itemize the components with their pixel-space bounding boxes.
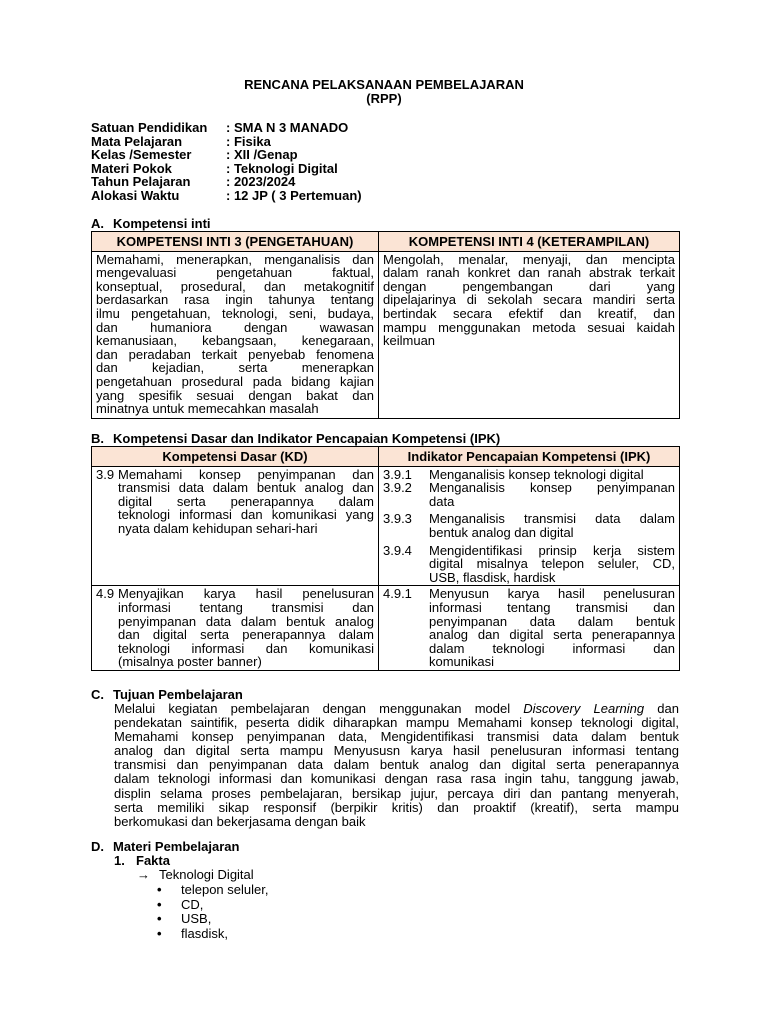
fakta-title: Fakta xyxy=(136,853,170,868)
section-title: Kompetensi inti xyxy=(113,216,211,231)
fakta-number: 1. xyxy=(114,853,125,868)
tujuan-line: transmisi dan penyimpanan data dalam bentuk analog dan digital serta penerapannya xyxy=(114,757,679,773)
tujuan-line: displin selama proses pembelajaran, bersikap jujur, percaya diri dan pantang menyerah, xyxy=(114,785,679,801)
ipk-text xyxy=(429,481,675,508)
identity-value: : SMA N 3 MANADO xyxy=(226,120,349,135)
ipk-text xyxy=(429,512,675,539)
identity-value: : Teknologi Digital xyxy=(226,160,338,176)
ki4-header: KOMPETENSI INTI 4 (KETERAMPILAN) xyxy=(379,232,680,252)
ki3-line: minatnya untuk memecahkan masalah xyxy=(96,401,319,417)
identity-label: Satuan Pendidikan xyxy=(91,120,208,135)
ipk-item xyxy=(383,587,675,669)
ipk-line: Menganalisis konsep penyimpanan xyxy=(429,480,675,496)
ki3-cell xyxy=(92,251,379,418)
ki4-line: dengan pengembangan dari yang xyxy=(383,278,675,294)
kd-item xyxy=(96,468,374,536)
kd-line: teknologi informasi dan komunikasi yang xyxy=(118,507,374,523)
kd-text xyxy=(118,468,374,536)
kd-line: Menyajikan karya hasil penelusuran xyxy=(118,586,374,602)
identity-value: : Fisika xyxy=(226,133,271,149)
identity-value: : 12 JP ( 3 Pertemuan) xyxy=(226,187,362,203)
kd-line: nyata dalam kehidupan sehari-hari xyxy=(118,520,318,536)
tujuan-line: pendekatan saintifik, peserta didik diharapkan mampu Memahami konsep teknologi digital, xyxy=(114,715,679,731)
ki3-line: Memahami, menerapkan, menganalisis dan xyxy=(96,251,374,267)
ki3-line: berdasarkan rasa ingin tahunya tentang xyxy=(96,292,374,308)
arrow-right-icon: → xyxy=(137,867,150,882)
ki4-line: Mengolah, menalar, menyaji, dan mencipta xyxy=(383,251,675,267)
ki3-line: dan humaniora dengan wawasan xyxy=(96,319,374,335)
identity-row xyxy=(91,162,362,176)
identity-row xyxy=(91,135,362,149)
ipk-text xyxy=(429,468,675,482)
ipk-number: 3.9.1 xyxy=(383,466,412,482)
kd-cell xyxy=(92,586,379,671)
list-item-text: telepon seluler, xyxy=(181,882,269,897)
ipk-line: komunikasi xyxy=(429,654,495,670)
ki3-line: dan kejadian, serta menerapkan xyxy=(96,360,374,376)
ki4-line: bertindak secara efektif dan kreatif, dan xyxy=(383,305,675,321)
bullet-icon: • xyxy=(157,925,162,941)
tujuan-text: Melalui kegiatan pembelajaran dengan menggunakan model xyxy=(114,701,511,716)
teknologi-digital-label: Teknologi Digital xyxy=(159,867,254,882)
identity-label: Materi Pokok xyxy=(91,160,172,176)
list-item xyxy=(157,883,268,898)
section-letter: A. xyxy=(91,216,104,231)
section-d-heading xyxy=(91,840,239,854)
kd-number: 3.9 xyxy=(96,466,115,482)
ki4-line: keilmuan xyxy=(383,333,436,349)
bullet-icon: • xyxy=(157,882,162,897)
section-a-heading xyxy=(91,217,211,231)
ki3-line: kemanusiaan, kebangsaan, kenegaraan, xyxy=(96,333,374,349)
identity-label: Alokasi Waktu xyxy=(91,187,180,203)
ipk-line: data xyxy=(429,493,455,509)
ipk-line: Menganalisis konsep teknologi digital xyxy=(429,466,644,482)
kompetensi-inti-table xyxy=(91,231,680,419)
kd-line: penyimpanan data dalam bentuk analog xyxy=(118,613,374,629)
list-item-text: flasdisk, xyxy=(181,925,228,941)
ipk-number: 4.9.1 xyxy=(383,586,412,602)
ipk-item xyxy=(383,512,675,539)
section-title: Kompetensi Dasar dan Indikator Pencapaian Kompetensi (IPK) xyxy=(113,431,501,446)
section-letter: D. xyxy=(91,839,104,854)
kd-text xyxy=(118,587,374,669)
ki3-line: pengetahuan prosedural pada bidang kajian xyxy=(96,373,374,389)
ipk-line: bentuk analog dan digital xyxy=(429,524,574,540)
ipk-item xyxy=(383,544,675,585)
list-item xyxy=(157,912,268,927)
identity-row xyxy=(91,189,362,203)
section-letter: C. xyxy=(91,687,104,702)
tujuan-line: dalam teknologi informasi dan komunikasi dengan rasa rasa ingin tahu, tanggung jawab, xyxy=(114,771,679,787)
ki3-line: dan peradaban terkait penyebab fenomena xyxy=(96,346,374,362)
tujuan-text: dan xyxy=(657,701,679,716)
section-c-heading xyxy=(91,688,243,702)
ki4-cell xyxy=(379,251,680,418)
list-item-text: USB, xyxy=(181,911,212,927)
ipk-line: digital misalnya telepon seluler, CD, xyxy=(429,556,675,572)
kd-number: 4.9 xyxy=(96,586,115,602)
ipk-item xyxy=(383,468,675,482)
fakta-bullet-list xyxy=(157,883,268,941)
ipk-text xyxy=(429,544,675,585)
kd-item xyxy=(96,587,374,669)
list-item xyxy=(157,898,268,913)
ipk-number: 3.9.3 xyxy=(383,511,412,527)
ki4-line: dipelajarinya di sekolah secara mandiri serta xyxy=(383,292,675,308)
ki3-line: konseptual, prosedural, dan metakognitif xyxy=(96,278,374,294)
ipk-line: dalam teknologi informasi dan xyxy=(429,640,675,656)
tujuan-line: berkomukasi dan bekerjasama dengan baik xyxy=(114,813,366,829)
section-title: Tujuan Pembelajaran xyxy=(113,687,243,702)
ki3-line: mengevaluasi pengetahuan faktual, xyxy=(96,265,374,281)
kd-line: teknologi informasi dan komunikasi xyxy=(118,640,374,656)
identity-label: Mata Pelajaran xyxy=(91,133,183,149)
ipk-cell xyxy=(379,466,680,586)
document-subtitle: (RPP) xyxy=(366,91,402,106)
ki3-line: yang spesifik sesuai dengan bakat dan xyxy=(96,387,374,403)
list-item xyxy=(157,927,268,942)
kd-ipk-table xyxy=(91,446,680,671)
tujuan-line: Memahami konsep penyimpanan data, Mengidentifikasi transmisi data dalam bentuk xyxy=(114,729,679,745)
kd-header: Kompetensi Dasar (KD) xyxy=(92,447,379,467)
model-name: Discovery Learning xyxy=(523,701,645,716)
ipk-line: analog dan digital serta penerapannya xyxy=(429,627,675,643)
tujuan-line xyxy=(114,702,679,716)
bullet-icon: • xyxy=(157,911,162,927)
ki4-line: dalam ranah konkret dan ranah abstrak terkait xyxy=(383,265,675,281)
identity-row xyxy=(91,121,362,135)
ipk-line: USB, flasdisk, hardisk xyxy=(429,569,556,585)
section-b-heading xyxy=(91,432,500,446)
kd-line: informasi tentang transmisi dan xyxy=(118,599,374,615)
section-letter: B. xyxy=(91,431,104,446)
ipk-line: Menyusun karya hasil penelusuran xyxy=(429,586,675,602)
document-title: RENCANA PELAKSANAAN PEMBELAJARAN xyxy=(244,77,524,92)
tujuan-line: analog dan digital serta mampu Menyususn karya hasil penelusuran informasi tentang xyxy=(114,743,679,759)
ipk-line: informasi tentang transmisi dan xyxy=(429,599,675,615)
ki4-line: mampu menggunakan metoda sesuai kaidah xyxy=(383,319,675,335)
ipk-line: penyimpanan data dalam bentuk xyxy=(429,613,675,629)
ipk-text xyxy=(429,587,675,669)
ipk-item xyxy=(383,481,675,508)
kd-line: transmisi data dalam bentuk analog dan xyxy=(118,480,374,496)
ipk-line: Menganalisis transmisi data dalam xyxy=(429,511,675,527)
kd-line: dan digital serta penerapannya dalam xyxy=(118,627,374,643)
identity-value: : 2023/2024 xyxy=(226,174,296,190)
tujuan-paragraph xyxy=(114,702,679,829)
identity-label: Tahun Pelajaran xyxy=(91,174,191,190)
ipk-number: 3.9.2 xyxy=(383,480,412,496)
kd-line: (misalnya poster banner) xyxy=(118,654,262,670)
ki3-line: ilmu pengetahuan, teknologi, seni, budaya, xyxy=(96,305,374,321)
identity-row xyxy=(91,148,362,162)
kd-cell xyxy=(92,466,379,586)
tujuan-line: serta memiliki sikap responsif (berpikir kritis) dan proaktif (kreatif), serta mampu xyxy=(114,799,679,815)
teknologi-digital-item xyxy=(137,868,254,882)
bullet-icon: • xyxy=(157,896,162,912)
ipk-header: Indikator Pencapaian Kompetensi (IPK) xyxy=(379,447,680,467)
identity-row xyxy=(91,175,362,189)
identity-value: : XII /Genap xyxy=(226,147,298,163)
list-item-text: CD, xyxy=(181,896,204,912)
ipk-number: 3.9.4 xyxy=(383,542,412,558)
fakta-heading xyxy=(114,854,170,868)
ipk-line: Mengidentifikasi prinsip kerja sistem xyxy=(429,542,675,558)
ipk-cell xyxy=(379,586,680,671)
kd-line: Memahami konsep penyimpanan dan xyxy=(118,466,374,482)
ki3-header: KOMPETENSI INTI 3 (PENGETAHUAN) xyxy=(92,232,379,252)
identity-block xyxy=(91,121,362,203)
section-title: Materi Pembelajaran xyxy=(113,839,240,854)
identity-label: Kelas /Semester xyxy=(91,147,192,163)
kd-line: digital serta penerapannya dalam xyxy=(118,493,374,509)
